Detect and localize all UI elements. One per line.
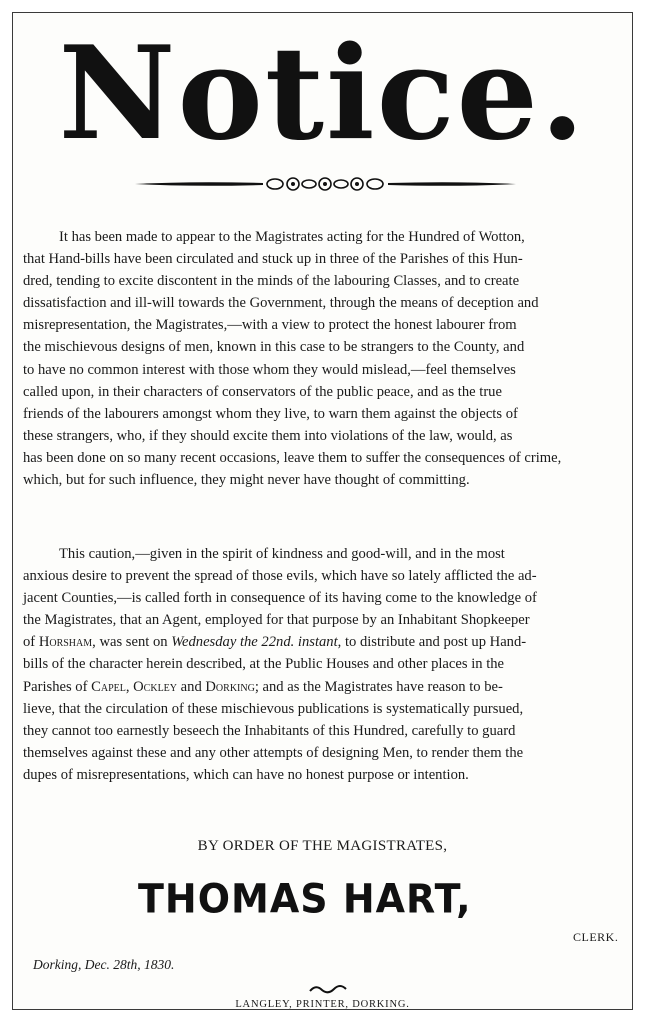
place-name-ockley: Ockley [133, 678, 178, 695]
paragraph-warning [23, 226, 621, 491]
paragraph-line: to have no common interest with those whom they would mislead,—feel themselves [23, 361, 516, 378]
swash-ornament-icon [308, 983, 348, 995]
text-run: of [23, 634, 39, 651]
paragraph-line: they cannot too earnestly beseech the Inhabitants of this Hundred, carefully to guard [23, 722, 516, 739]
text-run: and [177, 678, 206, 695]
paragraph-line: themselves against these and any other attempts of designing Men, to render them the [23, 744, 524, 761]
paragraph-line: that Hand-bills have been circulated and stuck up in three of the Parishes of this Hun- [23, 251, 523, 268]
notice-title: Notice. [58, 19, 587, 169]
dateline: Dorking, Dec. 28th, 1830. [33, 957, 175, 972]
paragraph-line: misrepresentation, the Magistrates,—with a view to protect the honest labourer from [23, 317, 517, 334]
signer-title: CLERK. [573, 930, 619, 944]
printer-imprint: LANGLEY, PRINTER, DORKING. [235, 999, 410, 1010]
paragraph-line: dupes of misrepresentations, which can have no honest purpose or intention. [23, 766, 469, 783]
place-name-dorking: Dorking [205, 678, 255, 695]
paragraph-line [23, 631, 621, 653]
signer-name: THOMAS HART, [138, 875, 472, 923]
text-run: , [125, 678, 134, 695]
text-run: , to distribute and post up Hand- [337, 634, 527, 651]
paragraph-line: dred, tending to excite discontent in the minds of the labouring Classes, and to create [23, 273, 520, 290]
by-order-line: BY ORDER OF THE MAGISTRATES, [197, 838, 448, 854]
paragraph-line: This caution,—given in the spirit of kindness and good-will, and in the most [59, 546, 505, 562]
paragraph-line: the Magistrates, that an Agent, employed for that purpose by an Inhabitant Shopkeeper [23, 612, 530, 629]
paragraph-line: friends of the labourers amongst whom they live, to warn them against the objects of [23, 405, 518, 422]
paragraph-line: called upon, in their characters of conservators of the public peace, and as the true [23, 383, 502, 400]
place-name-horsham: Horsham [38, 634, 93, 651]
paragraph-caution [23, 543, 621, 786]
paragraph-line [23, 676, 621, 698]
paragraph-line: the mischievous designs of men, known in this case to be strangers to the County, and [23, 339, 525, 356]
paragraph-line: anxious desire to prevent the spread of those evils, which have so lately afflicted the ad- [23, 568, 537, 585]
date-emphasis: Wednesday the 22nd. instant [171, 634, 338, 651]
paragraph-line: lieve, that the circulation of these mischievous publications is systematically pursued, [23, 700, 524, 717]
paragraph-line: dissatisfaction and ill-will towards the Government, through the means of deception and [23, 295, 539, 312]
paragraph-line: bills of the character herein described, at the Public Houses and other places in the [23, 656, 505, 673]
paragraph-line: It has been made to appear to the Magistrates acting for the Hundred of Wotton, [59, 229, 525, 245]
ornamental-rule-icon [133, 173, 518, 195]
text-run: , was sent on [92, 634, 172, 651]
paragraph-line: these strangers, who, if they should excite them into violations of the law, would, as [23, 427, 513, 444]
notice-sheet [12, 12, 633, 1010]
paragraph-line: has been done on so many recent occasions, leave them to suffer the consequences of crime, [23, 449, 562, 466]
paragraph-line: which, but for such influence, they might never have thought of committing. [23, 472, 470, 489]
paragraph-line: jacent Counties,—is called forth in consequence of its having come to the knowledge of [23, 590, 537, 607]
text-run: ; and as the Magistrates have reason to be- [254, 678, 503, 695]
text-run: Parishes of [23, 678, 92, 695]
place-name-capel: Capel [91, 678, 126, 695]
